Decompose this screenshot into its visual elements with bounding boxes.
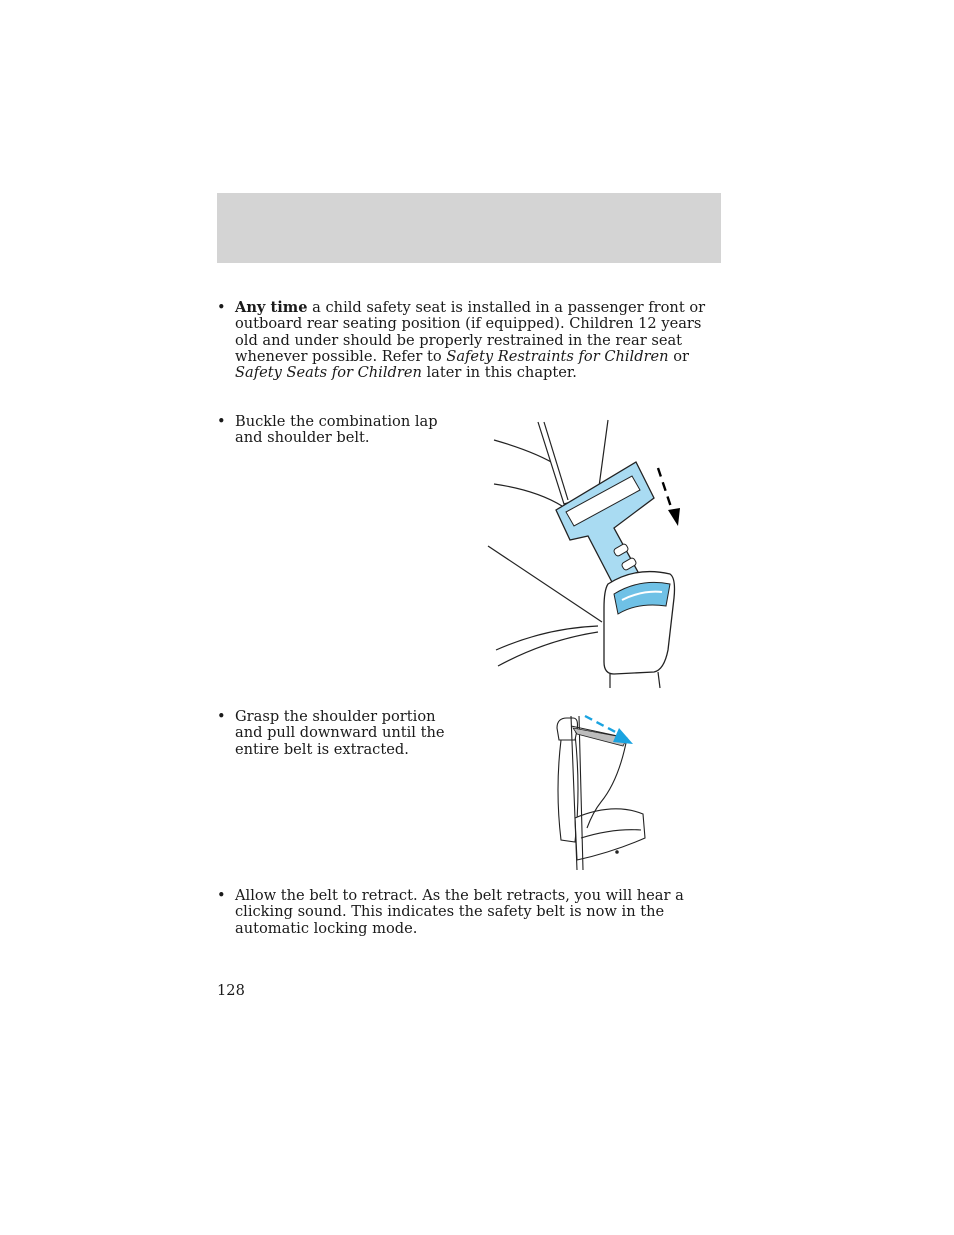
text-run: or <box>668 347 689 365</box>
bullet-text <box>235 300 725 381</box>
buckle-illustration <box>486 418 686 692</box>
seat-belt-seat-illustration <box>553 710 653 874</box>
bullet-dot: • <box>217 887 226 904</box>
text-run: a child safety seat is installed in a passenger front or outboard rear seating position (if equipped). Children 12 years old and under should be properly restrained in the rear seat whenever possible. Refer to <box>235 299 706 365</box>
bullet-text: Buckle the combination lap and shoulder belt. <box>235 413 438 447</box>
section-header-band <box>217 193 721 263</box>
bullet-text: Allow the belt to retract. As the belt retracts, you will hear a clicking sound. This indicates the safety belt is now in the automatic locking mode. <box>235 887 684 937</box>
bullet-dot: • <box>217 413 226 430</box>
text-run: later in this chapter. <box>421 364 577 382</box>
reference-safety-seats: Safety Seats for Children <box>235 364 422 382</box>
page-number: 128 <box>217 982 245 999</box>
bullet-dot: • <box>217 708 226 725</box>
bullet-text: Grasp the shoulder portion and pull downward until the entire belt is extracted. <box>235 708 445 758</box>
reference-safety-restraints: Safety Restraints for Children <box>446 347 669 365</box>
bullet-dot: • <box>217 299 226 316</box>
bold-lead: Any time <box>235 299 308 316</box>
